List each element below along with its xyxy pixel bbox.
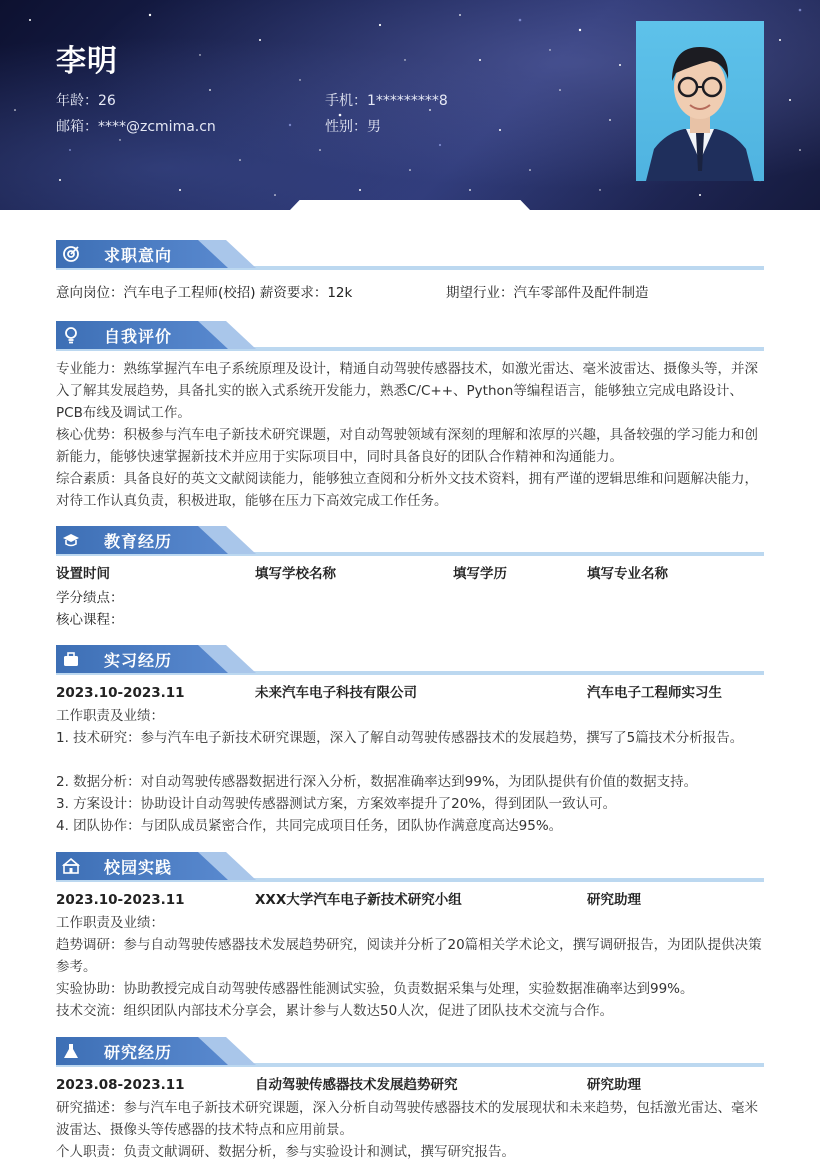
research-time: 2023.08-2023.11	[56, 1077, 185, 1093]
flask-icon	[62, 1042, 80, 1060]
internship-company: 未来汽车电子科技有限公司	[255, 685, 417, 701]
edu-courses: 核心课程：	[56, 612, 124, 628]
edu-degree: 填写学历	[453, 566, 507, 582]
header-notch	[290, 200, 530, 210]
edu-major: 填写专业名称	[587, 566, 668, 582]
research-duty: 个人职责：负责文献调研、数据分析，参与实验设计和测试，撰写研究报告。	[56, 1144, 515, 1160]
briefcase-icon	[62, 650, 80, 668]
campus-org: XXX大学汽车电子新技术研究小组	[255, 892, 462, 908]
section-title: 研究经历	[104, 1043, 173, 1062]
intent-position: 意向岗位：汽车电子工程师(校招) 薪资要求：12k	[56, 285, 353, 301]
section-title: 教育经历	[104, 532, 173, 551]
self-eval-strengths: 核心优势：积极参与汽车电子新技术研究课题，对自动驾驶领域有深刻的理解和浓厚的兴趣，具备较强的学习能力和创新能力，能够快速掌握新技术并应用于实际项目中，同时具备良好的团队合作精神和沟通能力。	[56, 427, 758, 465]
edu-school: 填写学校名称	[255, 566, 336, 582]
section-title: 自我评价	[104, 327, 173, 346]
gender-field: 性别：男	[325, 119, 381, 135]
list-item: 实验协助：协助教授完成自动驾驶传感器性能测试实验，负责数据采集与处理，实验数据准确率达到99%。	[56, 981, 694, 997]
list-item: 趋势调研：参与自动驾驶传感器技术发展趋势研究，阅读并分析了20篇相关学术论文，撰写调研报告，为团队提供决策参考。	[56, 937, 762, 975]
section-title: 求职意向	[104, 246, 173, 265]
internship-role: 汽车电子工程师实习生	[587, 685, 722, 701]
section-education-header	[56, 526, 764, 558]
list-item: 2. 数据分析：对自动驾驶传感器数据进行深入分析，数据准确率达到99%，为团队提供有价值的数据支持。	[56, 774, 698, 790]
research-project: 自动驾驶传感器技术发展趋势研究	[255, 1077, 458, 1093]
phone-field: 手机：1*********8	[325, 93, 448, 109]
research-description: 研究描述：参与汽车电子新技术研究课题，深入分析自动驾驶传感器技术的发展现状和未来趋势，包括激光雷达、毫米波雷达、摄像头等传感器的技术特点和应用前景。	[56, 1100, 758, 1138]
candidate-name: 李明	[56, 44, 118, 79]
profile-photo	[636, 21, 764, 181]
section-intent-header	[56, 240, 764, 272]
list-item: 技术交流：组织团队内部技术分享会，累计参与人数达50人次，促进了团队技术交流与合作。	[56, 1003, 614, 1019]
lightbulb-icon	[62, 326, 80, 344]
list-item: 3. 方案设计：协助设计自动驾驶传感器测试方案，方案效率提升了20%，得到团队一致认可。	[56, 796, 617, 812]
section-campus-header	[56, 852, 764, 884]
section-self-eval-header	[56, 321, 764, 353]
list-item: 4. 团队协作：与团队成员紧密合作，共同完成项目任务，团队协作满意度高达95%。	[56, 818, 563, 834]
list-item: 1. 技术研究：参与汽车电子新技术研究课题，深入了解自动驾驶传感器技术的发展趋势，撰写了5篇技术分析报告。	[56, 730, 744, 746]
age-field: 年龄：26	[56, 93, 116, 109]
resume-header	[0, 0, 820, 210]
avatar-portrait-icon	[636, 21, 764, 181]
graduation-cap-icon	[62, 531, 80, 549]
internship-time: 2023.10-2023.11	[56, 685, 185, 701]
target-icon	[62, 245, 80, 263]
self-eval-professional: 专业能力：熟练掌握汽车电子系统原理及设计，精通自动驾驶传感器技术，如激光雷达、毫米波雷达、摄像头等，并深入了解其发展趋势，具备扎实的嵌入式系统开发能力，熟悉C/C++、Python等编程语言，能够独立完成电路设计、PCB布线及调试工作。	[56, 361, 758, 421]
internship-label: 工作职责及业绩：	[56, 708, 164, 724]
edu-time: 设置时间	[56, 566, 110, 582]
campus-time: 2023.10-2023.11	[56, 892, 185, 908]
section-title: 校园实践	[104, 858, 173, 877]
section-internship-header	[56, 645, 764, 677]
email-field: 邮箱：****@zcmima.cn	[56, 119, 216, 135]
campus-building-icon	[62, 857, 80, 875]
section-title: 实习经历	[104, 651, 173, 670]
self-eval-qualities: 综合素质：具备良好的英文文献阅读能力，能够独立查阅和分析外文技术资料，拥有严谨的逻辑思维和问题解决能力，对待工作认真负责，积极进取，能够在压力下高效完成工作任务。	[56, 471, 758, 509]
campus-label: 工作职责及业绩：	[56, 915, 164, 931]
intent-industry: 期望行业：汽车零部件及配件制造	[446, 285, 649, 301]
section-research-header	[56, 1037, 764, 1069]
edu-gpa: 学分绩点：	[56, 590, 124, 606]
research-role: 研究助理	[587, 1077, 641, 1093]
campus-role: 研究助理	[587, 892, 641, 908]
